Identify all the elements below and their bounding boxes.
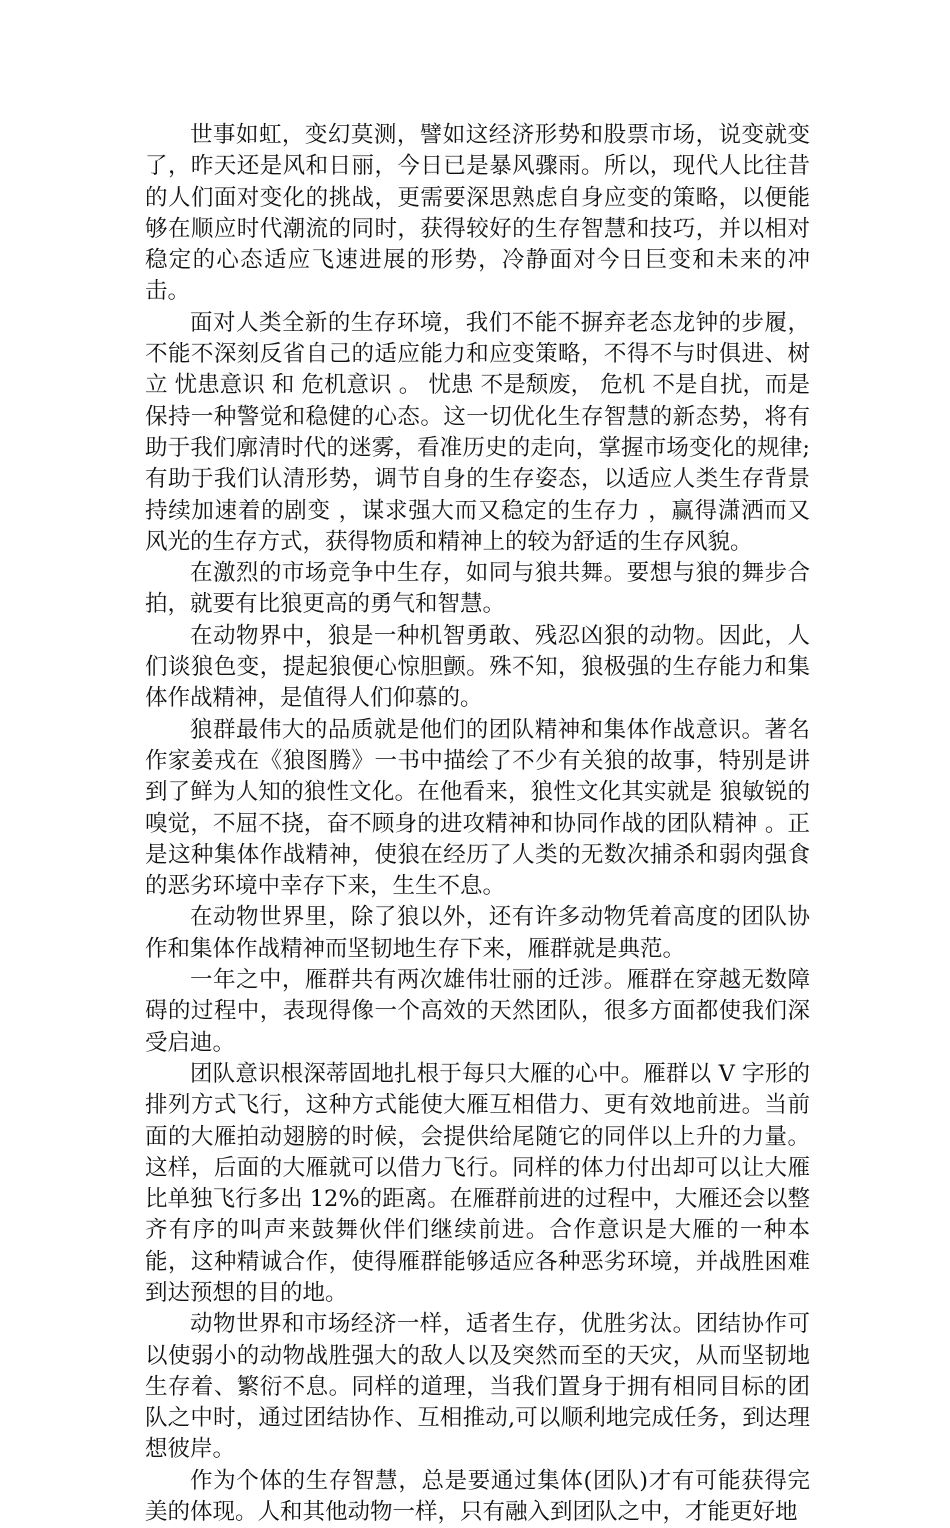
paragraph-10: 作为个体的生存智慧，总是要通过集体(团队)才有可能获得完美的体现。人和其他动物一样，只有融入到团队之中，才能更好地	[145, 1467, 810, 1526]
paragraph-8: 团队意识根深蒂固地扎根于每只大雁的心中。雁群以 V 字形的排列方式飞行，这种方式能使大雁互相借力、更有效地前进。当前面的大雁拍动翅膀的时候，会提供给尾随它的同伴以上升的力量。这样，后面的大雁就可以借力飞行。同样的体力付出却可以让大雁比单独飞行多出 12%的距离。在雁群前进的过程中，大雁还会以整齐有序的叫声来鼓舞伙伴们继续前进。合作意识是大雁的一种本能，这种精诚合作，使得雁群能够适应各种恶劣环境，并战胜困难到达预想的目的地。	[145, 1060, 810, 1306]
paragraph-1: 世事如虹，变幻莫测，譬如这经济形势和股票市场，说变就变了，昨天还是风和日丽，今日已是暴风骤雨。所以，现代人比往昔的人们面对变化的挑战，更需要深思熟虑自身应变的策略，以便能够在顺应时代潮流的同时，获得较好的生存智慧和技巧，并以相对稳定的心态适应飞速进展的形势，冷静面对今日巨变和未来的冲击。	[145, 122, 810, 305]
paragraph-4: 在动物界中，狼是一种机智勇敢、残忍凶狠的动物。因此，人们谈狼色变，提起狼便心惊胆颤。殊不知，狼极强的生存能力和集体作战精神，是值得人们仰慕的。	[145, 622, 810, 712]
document-body	[145, 120, 810, 1528]
paragraph-7: 一年之中，雁群共有两次雄伟壮丽的迁涉。雁群在穿越无数障碍的过程中，表现得像一个高效的天然团队，很多方面都使我们深受启迪。	[145, 967, 810, 1056]
paragraph-9: 动物世界和市场经济一样，适者生存，优胜劣汰。团结协作可以使弱小的动物战胜强大的敌人以及突然而至的天灾，从而坚韧地生存着、繁衍不息。同样的道理，当我们置身于拥有相同目标的团队之中时，通过团结协作、互相推动,可以顺利地完成任务，到达理想彼岸。	[145, 1311, 810, 1463]
paragraph-6: 在动物世界里，除了狼以外，还有许多动物凭着高度的团队协作和集体作战精神而坚韧地生存下来，雁群就是典范。	[145, 904, 810, 962]
paragraph-5: 狼群最伟大的品质就是他们的团队精神和集体作战意识。著名作家姜戎在《狼图腾》一书中描绘了不少有关狼的故事，特别是讲到了鲜为人知的狼性文化。在他看来，狼性文化其实就是 狼敏锐的嗅觉，不屈不挠，奋不顾身的进攻精神和协同作战的团队精神 。正是这种集体作战精神，使狼在经历了人类的无数次捕杀和弱肉强食的恶劣环境中幸存下来，生生不息。	[145, 716, 810, 900]
paragraph-3: 在激烈的市场竞争中生存，如同与狼共舞。要想与狼的舞步合拍，就要有比狼更高的勇气和智慧。	[145, 560, 810, 618]
paragraph-2: 面对人类全新的生存环境，我们不能不摒弃老态龙钟的步履，不能不深刻反省自己的适应能力和应变策略，不得不与时俱进、树立 忧患意识 和 危机意识 。 忧患 不是颓废， 危机 不是自扰，而是保持一种警觉和稳健的心态。这一切优化生存智慧的新态势，将有助于我们廓清时代的迷雾，看准历史的走向，掌握市场变化的规律;有助于我们认清形势，调节自身的生存姿态，以适应人类生存背景持续加速着的剧变 ，谋求强大而又稳定的生存力 ，赢得潇洒而又风光的生存方式，获得物质和精神上的较为舒适的生存风貌。	[145, 309, 810, 555]
